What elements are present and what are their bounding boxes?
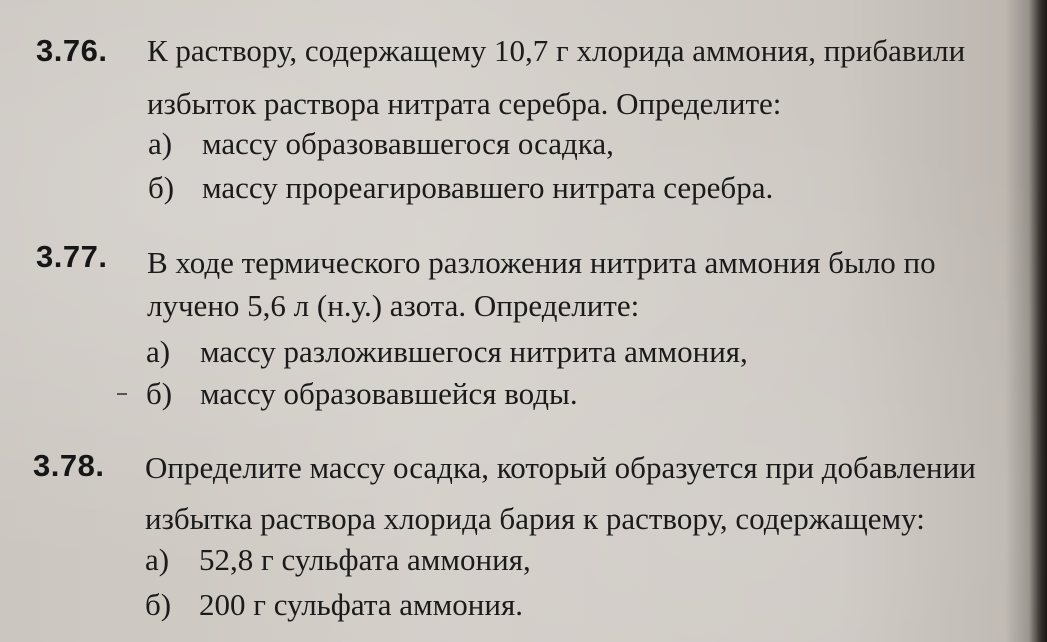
- option-text: массу прореагировавшего нитрата серебра.: [202, 170, 774, 205]
- option-text: массу разложившегося нитрита аммония,: [200, 334, 748, 369]
- option-marker: а): [145, 542, 170, 577]
- problem-number: 3.76.: [36, 33, 108, 68]
- problem-option: [148, 170, 773, 206]
- option-marker: а): [148, 126, 173, 161]
- problem-option: [146, 376, 578, 412]
- problem-option: [148, 126, 614, 162]
- book-spine-shadow: [1029, 0, 1047, 642]
- problem-option: [146, 334, 748, 370]
- problem-option: [145, 587, 523, 623]
- problem-option: [145, 542, 531, 578]
- option-marker: б): [148, 170, 175, 205]
- option-marker: а): [146, 334, 171, 369]
- option-marker: б): [146, 376, 173, 411]
- option-text: 52,8 г сульфата аммония,: [199, 542, 531, 577]
- problem-text-line: избытка раствора хлорида бария к раствору, содержащему:: [145, 501, 925, 536]
- option-text: 200 г сульфата аммония.: [199, 587, 523, 622]
- problem-number: 3.77.: [36, 239, 108, 274]
- problem-text-line: К раствору, содержащему 10,7 г хлорида аммония, прибавили: [147, 33, 966, 68]
- option-marker: б): [145, 587, 172, 622]
- problem-text-line: избыток раствора нитрата серебра. Определите:: [147, 86, 782, 121]
- problem-text-line: лучено 5,6 л (н.у.) азота. Определите:: [147, 288, 640, 323]
- problem-text-line: В ходе термического разложения нитрита аммония было по: [147, 245, 936, 280]
- option-text: массу образовавшейся воды.: [200, 376, 578, 411]
- option-text: массу образовавшегося осадка,: [202, 126, 614, 161]
- problem-text-line: Определите массу осадка, который образуется при добавлении: [145, 450, 976, 485]
- problem-number: 3.78.: [33, 448, 105, 483]
- margin-dash: [117, 393, 127, 395]
